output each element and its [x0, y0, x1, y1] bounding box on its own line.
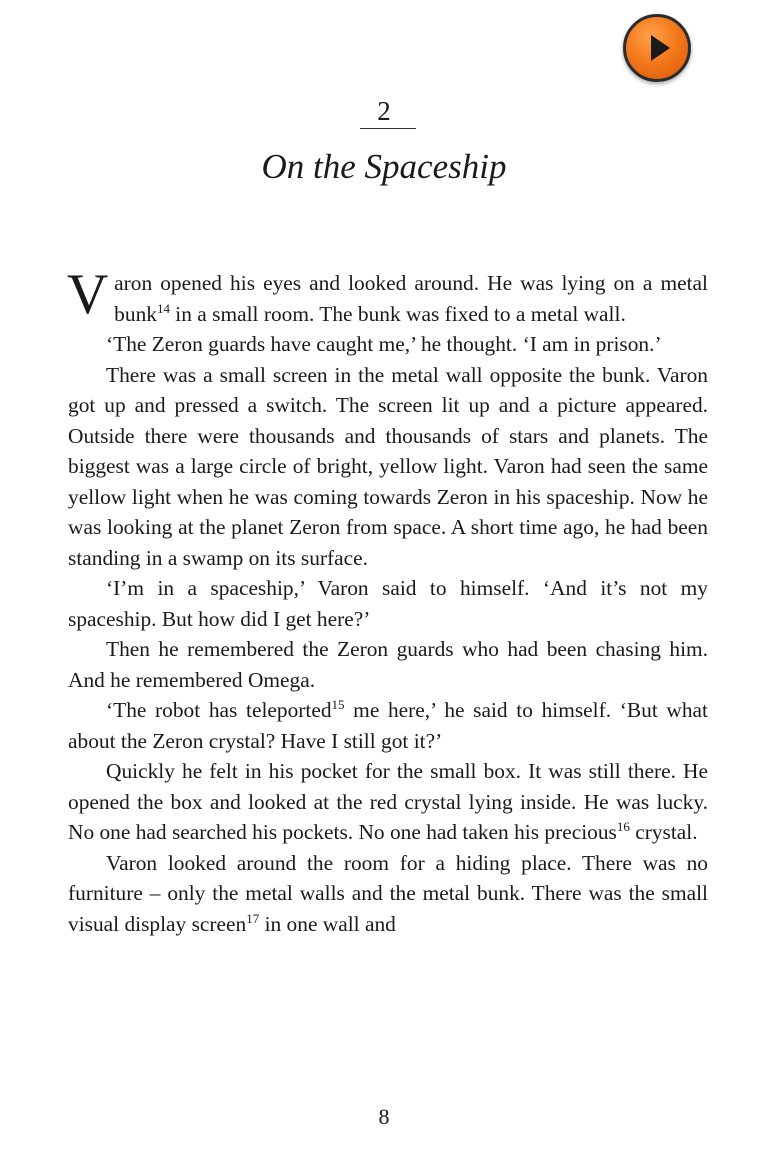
paragraph-8	[68, 848, 708, 940]
footnote-ref-15[interactable]: 15	[331, 697, 345, 713]
paragraph-5: Then he remembered the Zeron guards who had been chasing him. And he remembered Omega.	[68, 637, 708, 692]
chapter-divider	[360, 128, 416, 129]
chapter-title: On the Spaceship	[261, 147, 507, 186]
paragraph-6-text-b: me here,’ he said to himself. ‘But what about the Zeron crystal? Have I still got it?’	[68, 698, 708, 753]
footnote-ref-16[interactable]: 16	[616, 819, 630, 835]
play-icon	[626, 17, 688, 79]
paragraph-2: ‘The Zeron guards have caught me,’ he thought. ‘I am in prison.’	[106, 332, 662, 356]
paragraph-7-text-a: Quickly he felt in his pocket for the small box. It was still there. He opened the box and looked at the red crystal lying inside. He was lucky. No one had searched his pockets. No one had taken his precious	[68, 759, 708, 844]
paragraph-7-text-b: crystal.	[629, 820, 698, 844]
chapter-number: 2	[377, 96, 391, 126]
footnote-ref-17[interactable]: 17	[246, 910, 260, 926]
paragraph-8-text-b: in one wall and	[259, 911, 396, 936]
paragraph-8-text-a: Varon looked around the room for a hiding place. There was no furniture – only the metal walls and the metal bunk. There was the small visual display screen	[68, 850, 708, 936]
paragraph-6-text-a: ‘The robot has teleported	[106, 698, 332, 722]
paragraph-4: ‘I’m in a spaceship,’ Varon said to himself. ‘And it’s not my spaceship. But how did I get here?’	[68, 576, 708, 631]
page-number: 8	[378, 1104, 390, 1129]
paragraph-1	[67, 263, 708, 329]
paragraph-1-text-a: aron opened his eyes and looked around. He was lying on a metal bunk	[114, 271, 708, 326]
drop-cap: V	[67, 263, 109, 326]
paragraph-7	[68, 756, 708, 848]
paragraph-6	[68, 695, 708, 756]
audio-play-button[interactable]	[623, 14, 691, 82]
paragraph-3: There was a small screen in the metal wall opposite the bunk. Varon got up and pressed a switch. The screen lit up and a picture appeared. Outside there were thousands and thousands of stars and planets. The biggest was a large circle of bright, yellow light. Varon had seen the same yellow light when he was coming towards Zeron in his spaceship. Now he was looking at the planet Zeron from space. A short time ago, he had been standing in a swamp on its surface.	[68, 362, 708, 570]
paragraph-1-text-b: in a small room. The bunk was fixed to a metal wall.	[169, 301, 626, 326]
story-text	[67, 263, 708, 939]
footnote-ref-14[interactable]: 14	[156, 300, 170, 316]
